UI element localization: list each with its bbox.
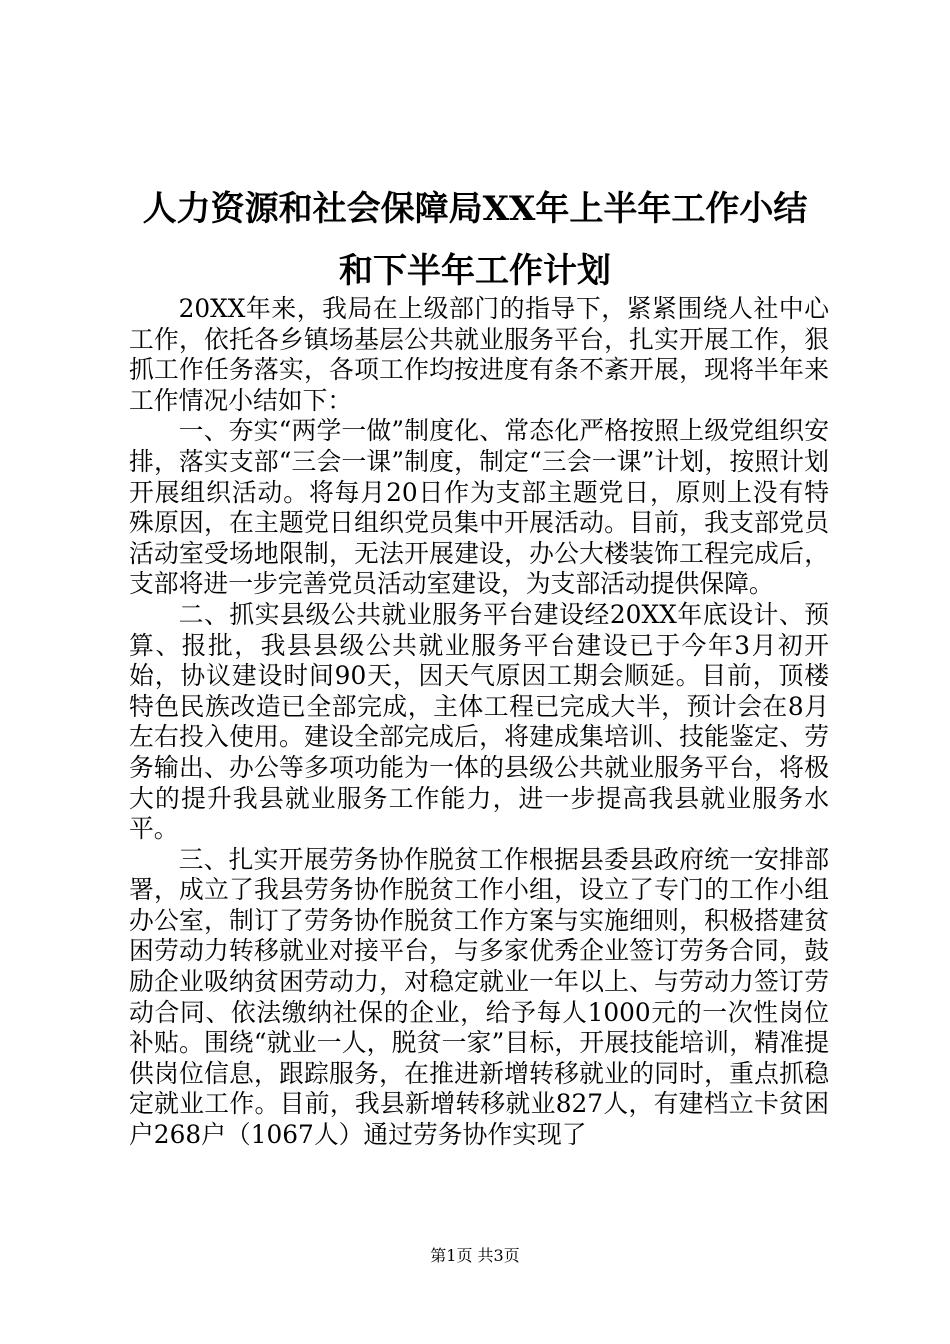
paragraph-section-2: 二、抓实县级公共就业服务平台建设经20XX年底设计、预算、报批，我县县级公共就业服务平台建设已于今年3月初开始，协议建设时间90天，因天气原因工期会顺延。目前，顶楼特色民族改造已全部完成，主体工程已完成大半，预计会在8月左右投入使用。建设全部完成后，将建成集培训、技能鉴定、劳务输出、办公等多项功能为一体的县级公共就业服务平台，将极大的提升我县就业服务工作能力，进一步提高我县就业服务水平。 bbox=[129, 599, 829, 844]
page-number-footer: 第1页 共3页 bbox=[430, 1246, 520, 1265]
paragraph-intro: 20XX年来，我局在上级部门的指导下，紧紧围绕人社中心工作，依托各乡镇场基层公共就业服务平台，扎实开展工作，狠抓工作任务落实，各项工作均按进度有条不紊开展，现将半年来工作情况小结如下： bbox=[129, 294, 829, 415]
document-title-line-1: 人力资源和社会保障局XX年上半年工作小结 bbox=[142, 189, 808, 229]
document-body bbox=[129, 294, 829, 1151]
paragraph-section-1: 一、夯实“两学一做”制度化、常态化严格按照上级党组织安排，落实支部“三会一课”制度，制定“三会一课”计划，按照计划开展组织活动。将每月20日作为支部主题党日，原则上没有特殊原因，在主题党日组织党员集中开展活动。目前，我支部党员活动室受场地限制，无法开展建设，办公大楼装饰工程完成后，支部将进一步完善党员活动室建设，为支部活动提供保障。 bbox=[129, 416, 829, 599]
paragraph-section-3: 三、扎实开展劳务协作脱贫工作根据县委县政府统一安排部署，成立了我县劳务协作脱贫工作小组，设立了专门的工作小组办公室，制订了劳务协作脱贫工作方案与实施细则，积极搭建贫困劳动力转移就业对接平台，与多家优秀企业签订劳务合同，鼓励企业吸纳贫困劳动力，对稳定就业一年以上、与劳动力签订劳动合同、依法缴纳社保的企业，给予每人1000元的一次性岗位补贴。围绕“就业一人，脱贫一家”目标，开展技能培训，精准提供岗位信息，跟踪服务，在推进新增转移就业的同时，重点抓稳定就业工作。目前，我县新增转移就业827人，有建档立卡贫困户268户（1067人）通过劳务协作实现了 bbox=[129, 844, 829, 1150]
document-title-line-2: 和下半年工作计划 bbox=[339, 251, 611, 291]
